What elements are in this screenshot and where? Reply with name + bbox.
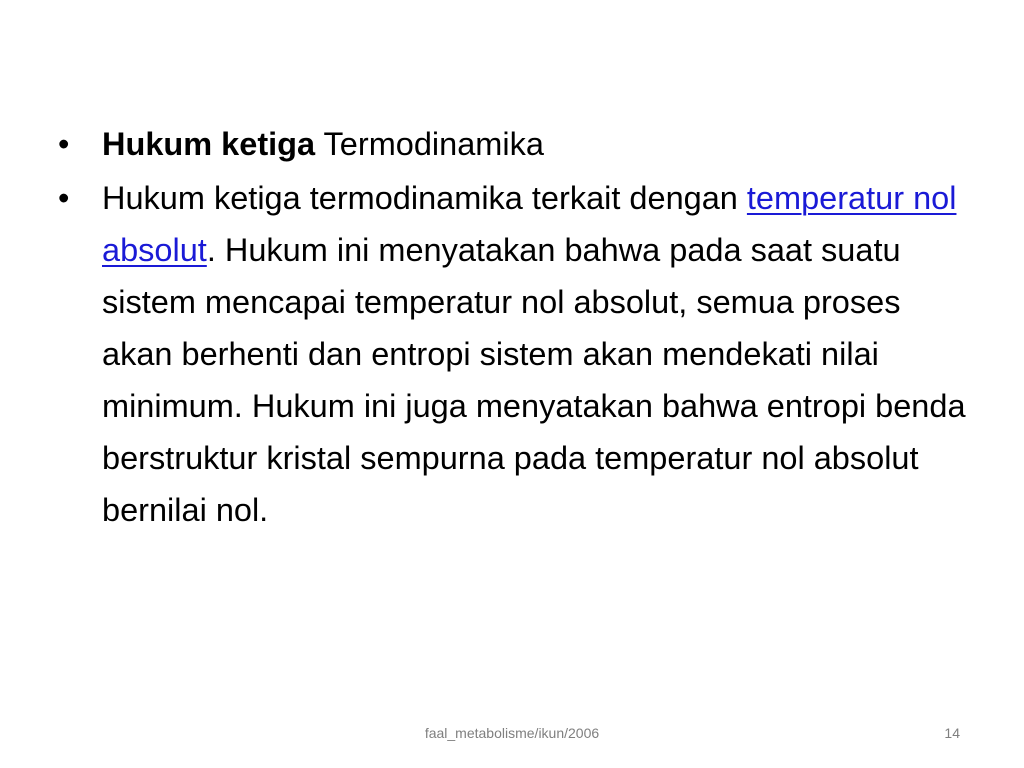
bullet-title-bold: Hukum ketiga: [102, 126, 316, 162]
bullet-icon: •: [58, 126, 70, 162]
bullet-title-rest: Termodinamika: [315, 126, 544, 162]
bullet-item-title: [58, 118, 973, 170]
bullet-item-body: [58, 172, 973, 536]
bullet-body-after: . Hukum ini menyatakan bahwa pada saat suatu sistem mencapai temperatur nol absolut, semua proses akan berhenti dan entropi sistem akan mendekati nilai minimum. Hukum ini juga menyatakan bahwa entropi benda berstruktur kristal sempurna pada temperatur nol absolut bernilai nol.: [102, 232, 966, 528]
footer-text: faal_metabolisme/ikun/2006: [424, 725, 600, 741]
page-number: 14: [944, 725, 960, 741]
bullet-list: [58, 118, 973, 538]
bullet-icon: •: [58, 180, 70, 216]
temperatur-nol-absolut-link[interactable]: temperatur nol absolut: [102, 180, 957, 268]
bullet-body-before: Hukum ketiga termodinamika terkait dengan: [102, 180, 747, 216]
